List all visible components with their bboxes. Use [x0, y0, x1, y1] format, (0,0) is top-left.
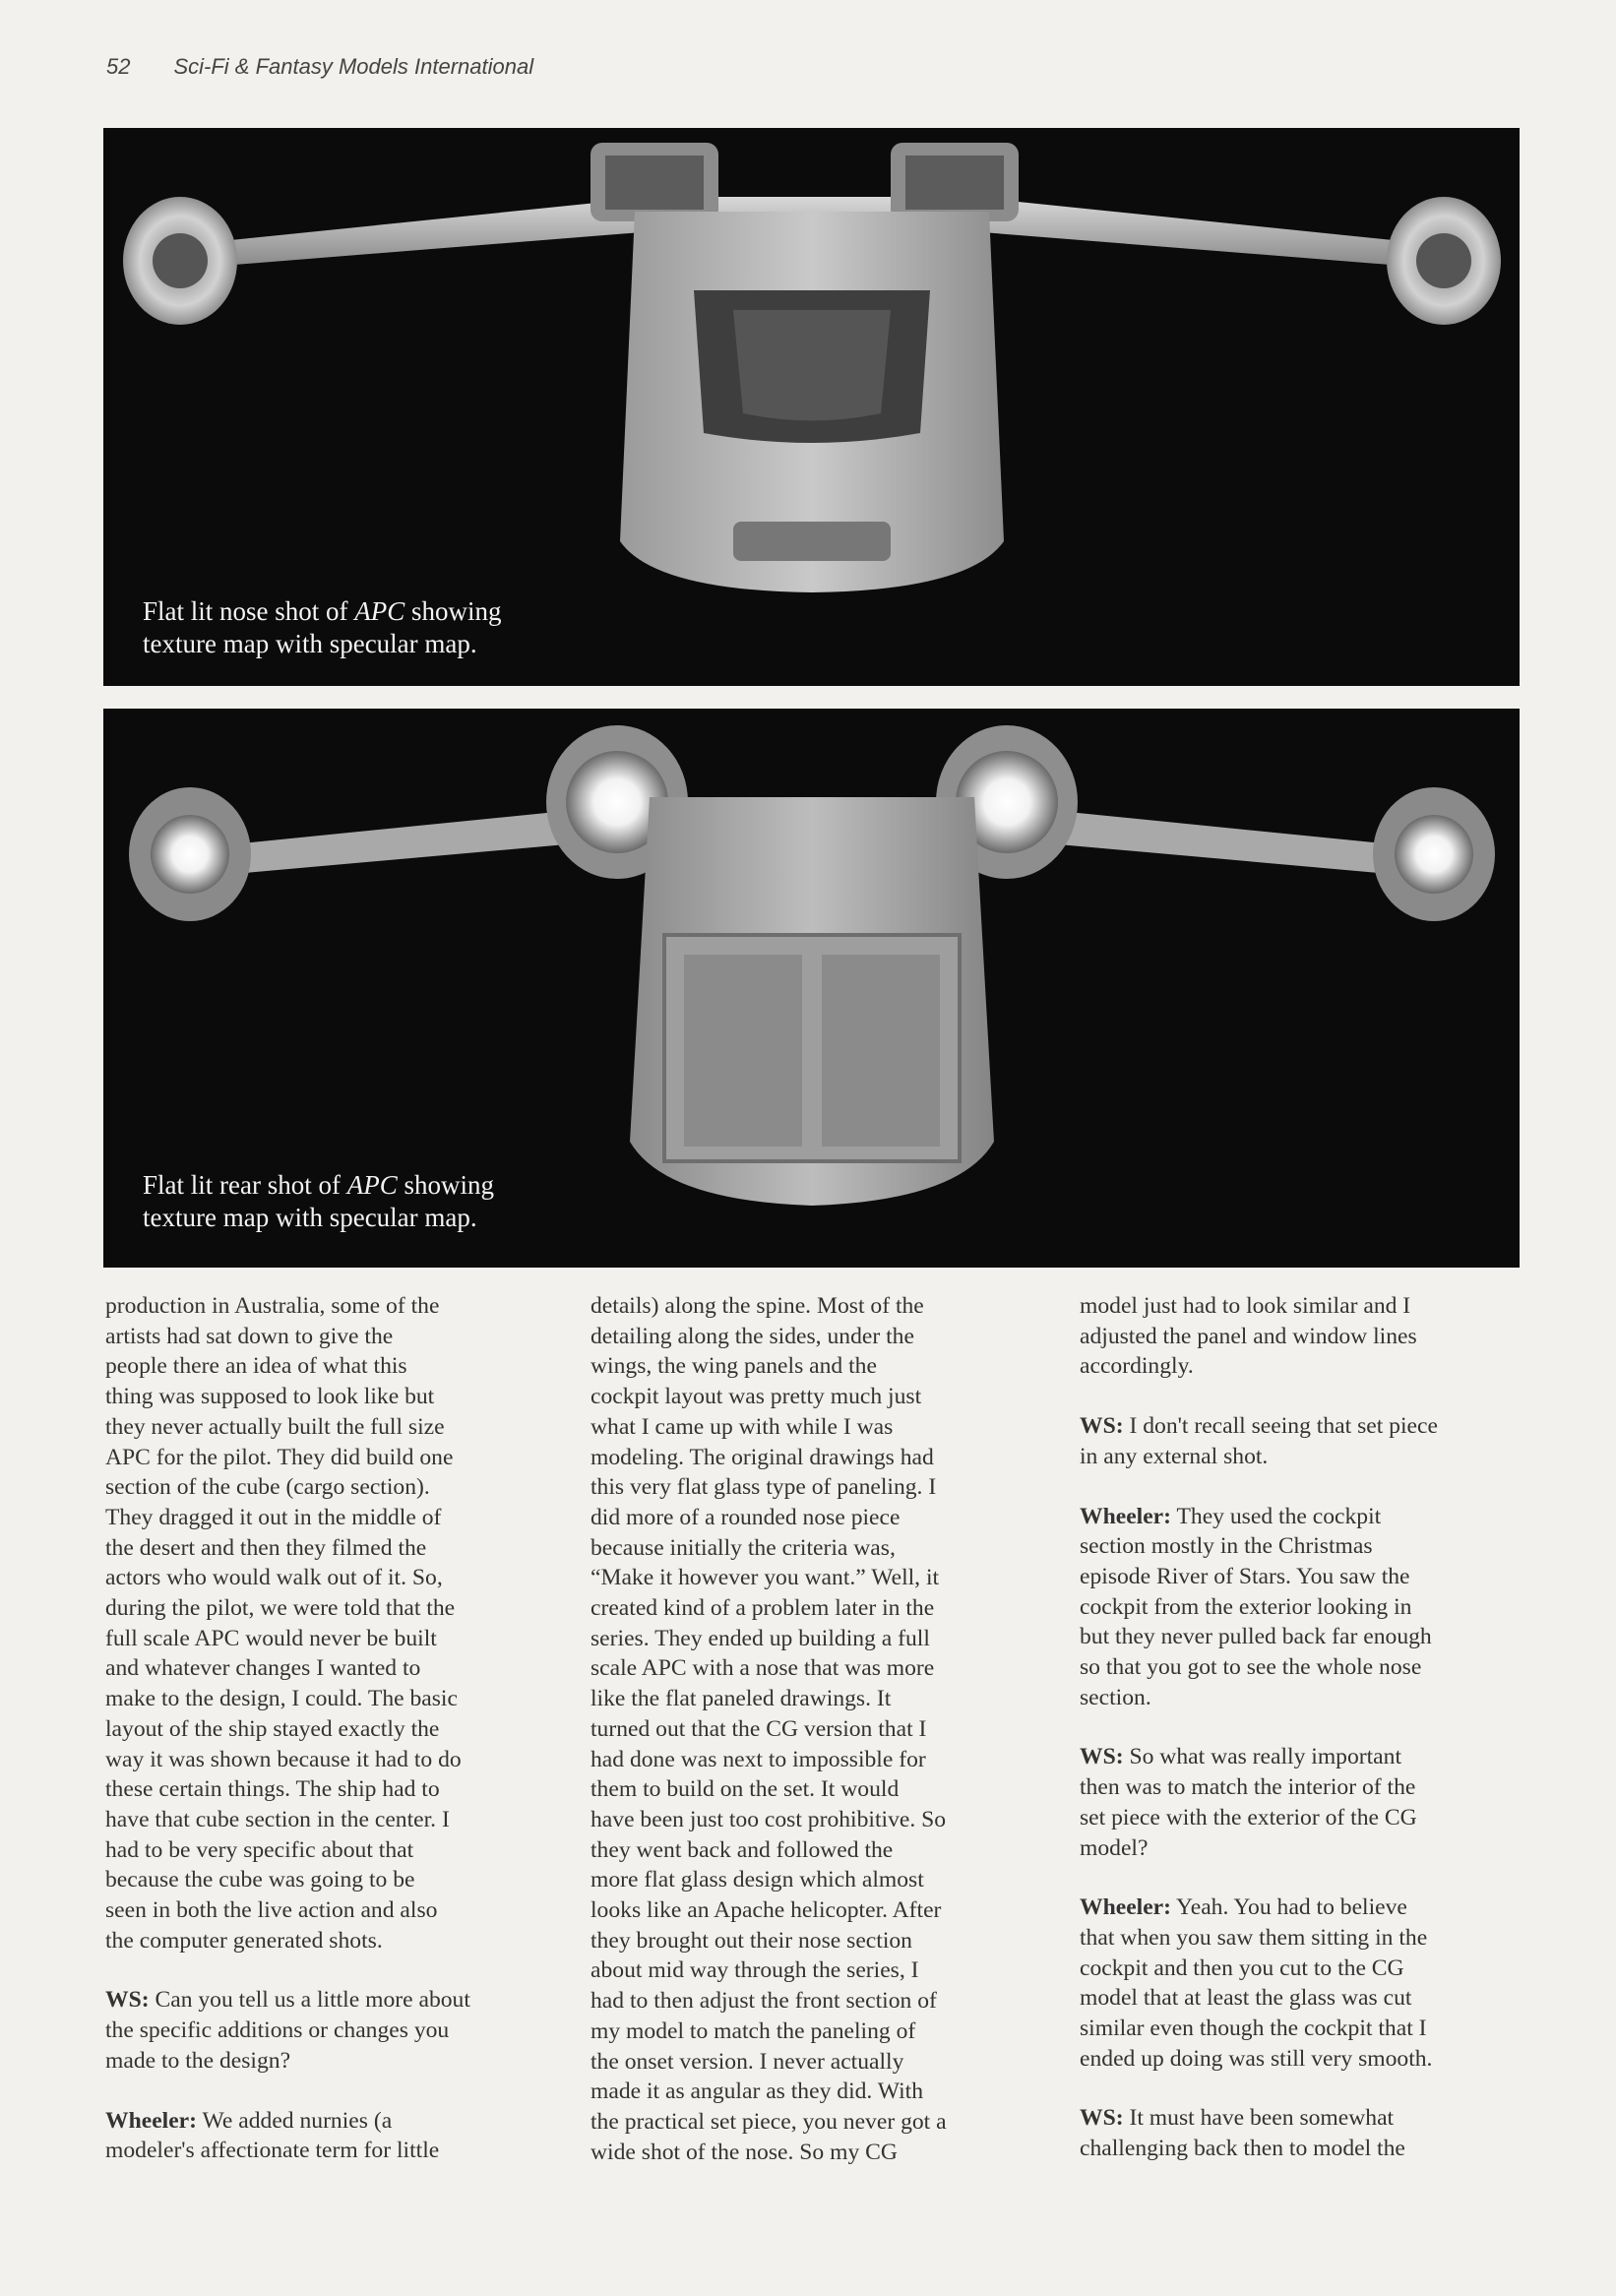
text-line: make to the design, I could. The basic — [105, 1686, 458, 1712]
text-line: adjusted the panel and window lines — [1080, 1323, 1417, 1349]
text-line: layout of the ship stayed exactly the — [105, 1715, 440, 1742]
text-line: so that you got to see the whole nose — [1080, 1654, 1422, 1681]
text-line: the practical set piece, you never got a — [590, 2108, 947, 2135]
text-line: and whatever changes I wanted to — [105, 1655, 421, 1682]
text-line: had to be very specific about that — [105, 1836, 414, 1863]
text-line: APC for the pilot. They did build one — [105, 1444, 454, 1470]
text-line: have been just too cost prohibitive. So — [590, 1806, 947, 1832]
text-line: made to the design? — [105, 2047, 291, 2074]
text-line: created kind of a problem later in the — [590, 1595, 935, 1622]
text-line: way it was shown because it had to do — [105, 1746, 462, 1772]
text-line: cockpit and then you cut to the CG — [1080, 1955, 1404, 1981]
text-line: seen in both the live action and also — [105, 1897, 438, 1924]
text-line: scale APC with a nose that was more — [590, 1655, 935, 1682]
interview-paragraph — [1080, 1742, 1518, 1863]
text-line: episode River of Stars. You saw the — [1080, 1563, 1410, 1589]
speaker-label: WS: — [105, 1987, 150, 2014]
text-line: in any external shot. — [1080, 1443, 1269, 1469]
text-line: they never actually built the full size — [105, 1413, 445, 1440]
text-line: my model to match the paneling of — [590, 2017, 916, 2044]
text-line: full scale APC would never be built — [105, 1625, 437, 1651]
text-line: thing was supposed to look like but — [105, 1384, 435, 1410]
text-line: “Make it however you want.” Well, it — [590, 1565, 940, 1591]
text-line: model? — [1080, 1834, 1149, 1861]
text-line: because the cube was going to be — [105, 1867, 415, 1893]
text-line: during the pilot, we were told that the — [105, 1595, 456, 1622]
interview-paragraph — [1080, 1893, 1518, 2074]
text-line: that when you saw them sitting in the — [1080, 1924, 1428, 1951]
text-line: but they never pulled back far enough — [1080, 1624, 1432, 1650]
interview-paragraph — [1080, 1502, 1518, 1713]
text-line: turned out that the CG version that I — [590, 1715, 927, 1742]
text-line: wings, the wing panels and the — [590, 1353, 877, 1380]
text-line: They dragged it out in the middle of — [105, 1504, 442, 1530]
figure-caption-rear: Flat lit rear shot of APC showing texture map with specular map. — [143, 1170, 494, 1232]
text-column-3 — [1080, 1291, 1518, 2194]
text-line: Wheeler: Yeah. You had to believe — [1080, 1894, 1407, 1921]
text-line: Wheeler: They used the cockpit — [1080, 1503, 1382, 1529]
text-line: section mostly in the Christmas — [1080, 1533, 1373, 1560]
text-line: these certain things. The ship had to — [105, 1776, 440, 1803]
text-line: similar even though the cockpit that I — [1080, 2016, 1427, 2042]
text-line: actors who would walk out of it. So, — [105, 1565, 443, 1591]
text-line: had to then adjust the front section of — [590, 1988, 937, 2015]
text-line: cockpit layout was pretty much just — [590, 1384, 922, 1410]
text-line: accordingly. — [1080, 1353, 1194, 1380]
text-line: production in Australia, some of the — [105, 1293, 440, 1319]
speaker-label: WS: — [1080, 1744, 1124, 1770]
text-line: because initially the criteria was, — [590, 1534, 896, 1561]
text-line: this very flat glass type of paneling. I — [590, 1474, 937, 1501]
text-line: people there an idea of what this — [105, 1353, 407, 1380]
text-line: have that cube section in the center. I — [105, 1806, 450, 1832]
text-line: details) along the spine. Most of the — [590, 1293, 924, 1319]
text-line: section. — [1080, 1684, 1151, 1710]
text-line: they went back and followed the — [590, 1836, 894, 1863]
text-line: them to build on the set. It would — [590, 1776, 900, 1803]
body-paragraph — [590, 1291, 1028, 2167]
text-column-1 — [105, 1291, 543, 2196]
text-line: they brought out their nose section — [590, 1927, 912, 1954]
text-line: the desert and then they filmed the — [105, 1534, 427, 1561]
speaker-label: Wheeler: — [1080, 1894, 1172, 1921]
text-line: made it as angular as they did. With — [590, 2079, 924, 2105]
text-line: had done was next to impossible for — [590, 1746, 926, 1772]
speaker-label: WS: — [1080, 1413, 1124, 1440]
page-number: 52 — [106, 54, 131, 79]
interview-paragraph — [1080, 2103, 1518, 2163]
text-line: Wheeler: We added nurnies (a — [105, 2107, 393, 2134]
body-paragraph — [1080, 1291, 1518, 1382]
speaker-label: Wheeler: — [1080, 1503, 1172, 1529]
text-line: WS: So what was really important — [1080, 1744, 1401, 1770]
text-line: model just had to look similar and I — [1080, 1293, 1411, 1319]
text-line: like the flat paneled drawings. It — [590, 1686, 892, 1712]
text-line: ended up doing was still very smooth. — [1080, 2045, 1433, 2072]
text-line: model that at least the glass was cut — [1080, 1985, 1412, 2012]
speaker-label: WS: — [1080, 2105, 1124, 2132]
text-line: series. They ended up building a full — [590, 1625, 930, 1651]
running-header — [106, 54, 533, 80]
text-line: section of the cube (cargo section). — [105, 1474, 430, 1501]
text-line: the specific additions or changes you — [105, 2017, 450, 2044]
text-line: about mid way through the series, I — [590, 1957, 919, 1984]
text-line: the computer generated shots. — [105, 1927, 383, 1954]
text-line: wide shot of the nose. So my CG — [590, 2139, 898, 2165]
text-line: WS: Can you tell us a little more about — [105, 1987, 470, 2014]
publication-title: Sci-Fi & Fantasy Models International — [173, 54, 534, 79]
figure-caption-nose: Flat lit nose shot of APC showing texture map with specular map. — [143, 596, 502, 658]
text-line: did more of a rounded nose piece — [590, 1504, 901, 1530]
body-paragraph — [105, 1291, 543, 1955]
text-line: more flat glass design which almost — [590, 1867, 924, 1893]
figure-rear-shot — [103, 709, 1520, 1268]
text-line: looks like an Apache helicopter. After — [590, 1897, 942, 1924]
text-line: set piece with the exterior of the CG — [1080, 1804, 1417, 1831]
text-line: cockpit from the exterior looking in — [1080, 1593, 1412, 1620]
text-line: then was to match the interior of the — [1080, 1774, 1416, 1801]
interview-paragraph — [105, 2106, 543, 2166]
text-line: detailing along the sides, under the — [590, 1323, 914, 1349]
text-line: modeler's affectionate term for little — [105, 2138, 440, 2164]
text-line: WS: I don't recall seeing that set piece — [1080, 1413, 1438, 1440]
text-line: modeling. The original drawings had — [590, 1444, 934, 1470]
text-column-2 — [590, 1291, 1028, 2197]
figure-nose-shot — [103, 128, 1520, 686]
interview-paragraph — [105, 1985, 543, 2076]
speaker-label: Wheeler: — [105, 2107, 198, 2134]
text-line: what I came up with while I was — [590, 1413, 894, 1440]
interview-paragraph — [1080, 1411, 1518, 1471]
text-line: challenging back then to model the — [1080, 2136, 1405, 2162]
text-line: WS: It must have been somewhat — [1080, 2105, 1395, 2132]
text-line: the onset version. I never actually — [590, 2048, 904, 2075]
text-line: artists had sat down to give the — [105, 1323, 394, 1349]
